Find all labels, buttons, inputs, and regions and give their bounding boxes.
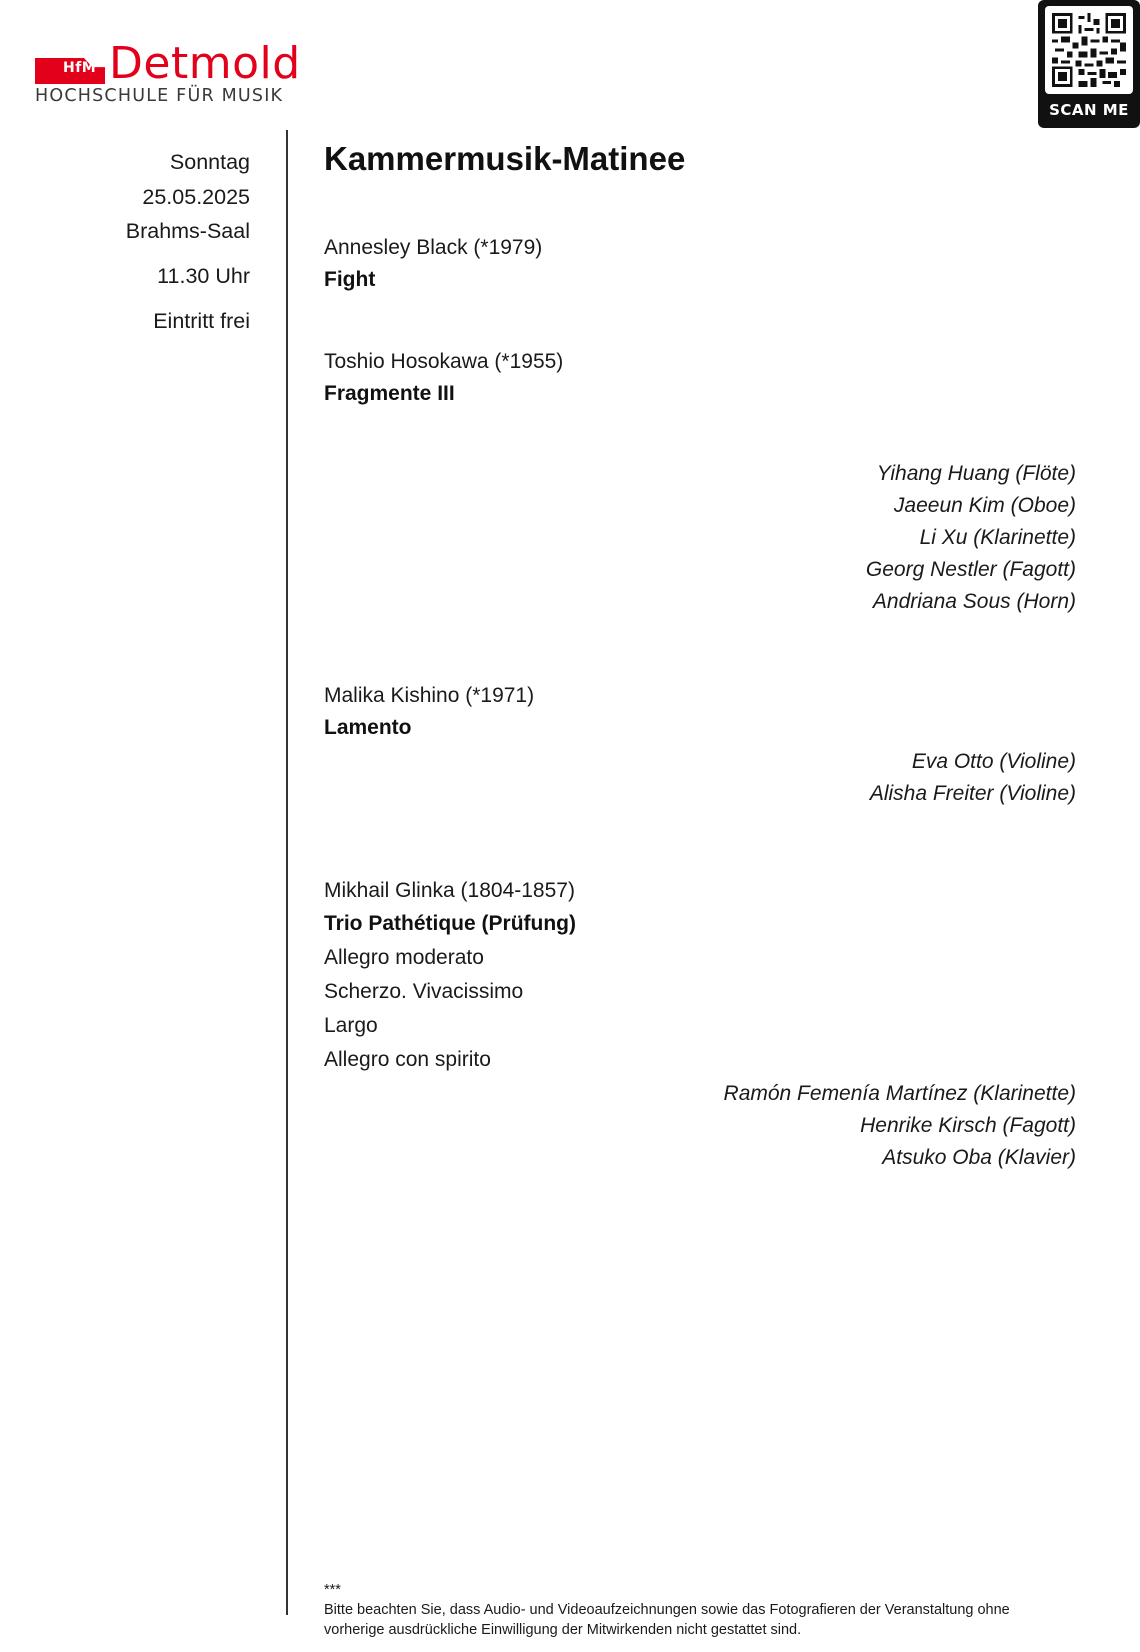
footer-line: Bitte beachten Sie, dass Audio- und Videoaufzeichnungen sowie das Fotografieren der Veranstaltung ohne (324, 1602, 1010, 1618)
qr-code-block[interactable] (1038, 0, 1140, 128)
composer: Malika Kishino (*1971) (324, 684, 535, 707)
page-title: Kammermusik-Matinee (324, 140, 686, 177)
event-entry: Eintritt frei (153, 309, 250, 333)
composer: Annesley Black (*1979) (324, 236, 543, 259)
work-title: Lamento (324, 716, 412, 739)
performer: Eva Otto (Violine) (911, 750, 1076, 773)
performer: Alisha Freiter (Violine) (869, 782, 1076, 805)
logo-subtitle: HOCHSCHULE FÜR MUSIK (35, 86, 284, 106)
logo-badge-text: HfM (63, 60, 97, 76)
event-date: 25.05.2025 (142, 185, 250, 209)
qr-scan-label: SCAN ME (1049, 101, 1129, 119)
performer: Ramón Femenía Martínez (Klarinette) (723, 1082, 1076, 1105)
performer: Georg Nestler (Fagott) (865, 558, 1076, 581)
event-hall: Brahms-Saal (125, 219, 250, 243)
hfm-detmold-logo (35, 40, 305, 110)
work-title: Fragmente III (324, 382, 455, 405)
performer: Jaeeun Kim (Oboe) (893, 494, 1076, 517)
performer: Atsuko Oba (Klavier) (882, 1146, 1076, 1169)
work-title: Trio Pathétique (Prüfung) (324, 912, 576, 935)
event-time: 11.30 Uhr (157, 264, 250, 288)
performer: Li Xu (Klarinette) (919, 526, 1076, 549)
performer: Henrike Kirsch (Fagott) (860, 1114, 1076, 1137)
composer: Mikhail Glinka (1804-1857) (324, 879, 575, 902)
performer: Andriana Sous (Horn) (872, 590, 1076, 613)
footer-note (324, 1580, 1084, 1640)
event-day: Sonntag (169, 150, 250, 174)
work-title: Fight (324, 268, 376, 291)
logo-name: Detmold (109, 38, 301, 89)
movement: Allegro moderato (324, 946, 484, 969)
movement: Scherzo. Vivacissimo (324, 980, 524, 1003)
performer: Yihang Huang (Flöte) (876, 462, 1076, 485)
qr-code-icon (1045, 6, 1133, 94)
composer: Toshio Hosokawa (*1955) (324, 350, 564, 373)
vertical-divider (286, 130, 288, 1615)
footer-line: vorherige ausdrückliche Einwilligung der Mitwirkenden nicht gestattet sind. (324, 1622, 802, 1638)
movement: Allegro con spirito (324, 1048, 491, 1071)
footer-stars: *** (324, 1582, 341, 1598)
movement: Largo (324, 1014, 378, 1037)
